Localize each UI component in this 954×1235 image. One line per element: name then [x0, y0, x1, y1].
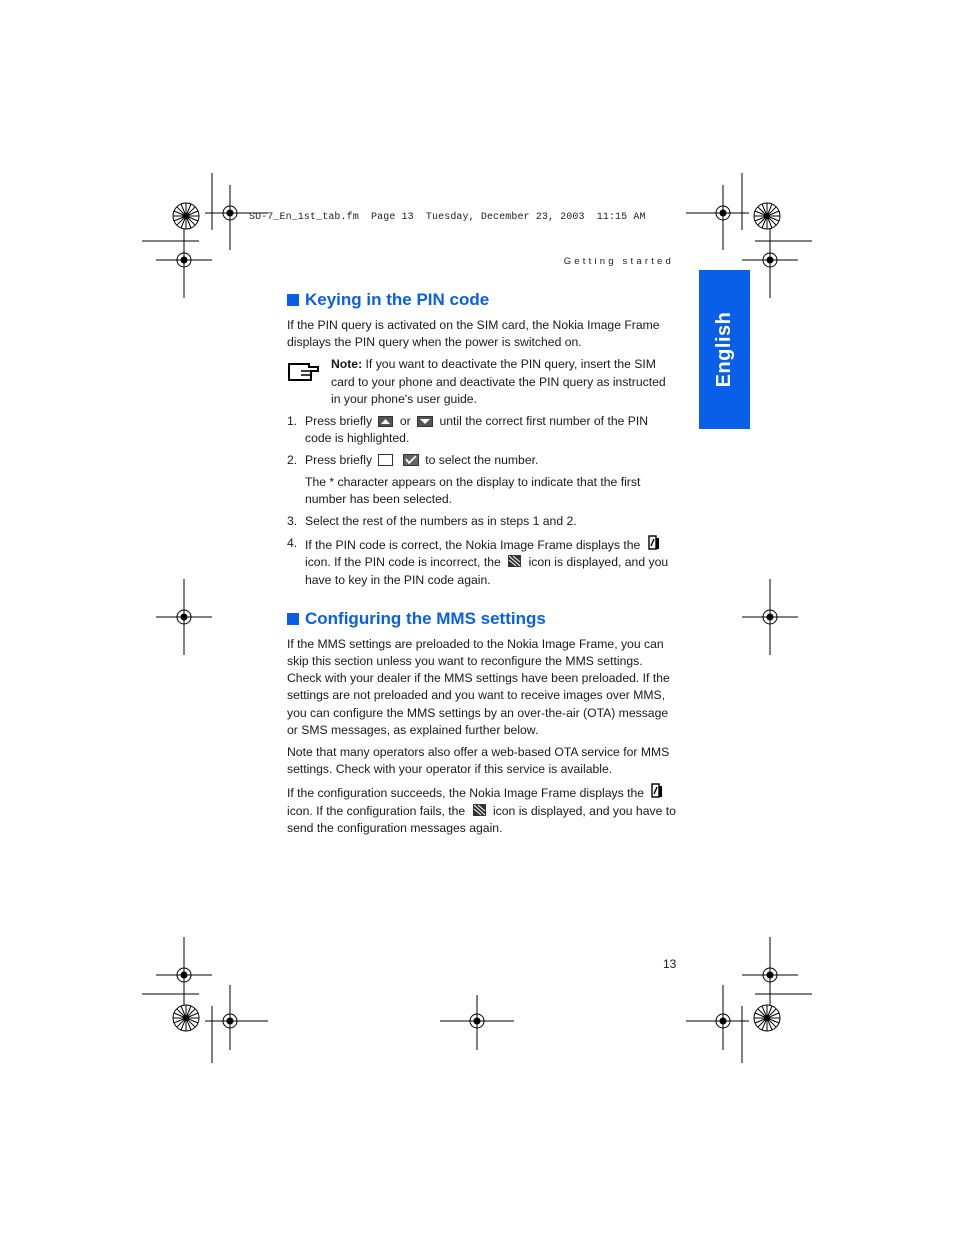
up-key-icon — [378, 416, 393, 427]
success-icon — [647, 535, 661, 551]
note-body: If you want to deactivate the PIN query, insert the SIM card to your phone and deactivate the PIN query as instructed in your phone's user guide. — [331, 357, 666, 406]
page-number: 13 — [663, 957, 677, 971]
step-text: until the correct first number of the PIN code is highlighted. — [305, 414, 649, 446]
step-text: icon. If the PIN code is incorrect, the — [305, 555, 501, 570]
step-text: Press briefly — [305, 414, 373, 429]
failure-icon — [472, 803, 487, 817]
pin-steps — [287, 413, 677, 589]
step-text: icon is displayed, and you have to key in the PIN code again. — [305, 555, 669, 587]
step-4 — [287, 535, 677, 589]
main-content — [287, 289, 677, 842]
mms-paragraph-3-b: icon. If the configuration fails, the — [287, 803, 466, 818]
section-heading-pin — [287, 289, 677, 311]
step-2-detail: The * character appears on the display to indicate that the first number has been selected. — [305, 474, 641, 506]
success-icon — [650, 783, 664, 799]
step-2 — [287, 452, 677, 508]
step-text: or — [399, 414, 411, 429]
step-number: 2. — [287, 453, 298, 468]
step-text: to select the number. — [425, 453, 539, 468]
pin-intro: If the PIN query is activated on the SIM card, the Nokia Image Frame displays the PIN query when the power is switched on. — [287, 318, 660, 350]
note-hand-icon — [287, 356, 331, 408]
mms-paragraph-2: Note that many operators also offer a web-based OTA service for MMS settings. Check with your operator if this service is available. — [287, 745, 670, 777]
mms-paragraph-3-a: If the configuration succeeds, the Nokia Image Frame displays the — [287, 786, 645, 801]
section-heading-mms-text: Configuring the MMS settings — [305, 608, 546, 628]
step-text: If the PIN code is correct, the Nokia Image Frame displays the — [305, 538, 641, 553]
print-slug: SU-7_En_1st_tab.fm Page 13 Tuesday, December 23, 2003 11:15 AM — [249, 212, 646, 223]
step-3 — [287, 513, 677, 530]
note-label: Note: — [331, 357, 363, 372]
step-1 — [287, 413, 677, 447]
heading-square-icon — [287, 613, 299, 625]
note-block — [287, 356, 677, 408]
language-tab-label: English — [713, 311, 735, 388]
mms-paragraph-3 — [287, 783, 677, 837]
heading-square-icon — [287, 294, 299, 306]
mms-paragraph-3-c: icon is displayed, and you have to send the configuration messages again. — [287, 803, 676, 835]
failure-icon — [507, 554, 522, 568]
step-number: 3. — [287, 514, 298, 529]
down-key-icon — [417, 416, 433, 427]
step-text: Press briefly — [305, 453, 373, 468]
mms-section — [287, 608, 677, 837]
confirm-key-icon — [403, 454, 419, 466]
mms-paragraph-1: If the MMS settings are preloaded to the Nokia Image Frame, you can skip this section unless you want to reconfigure the MMS settings. Check with your dealer if the MMS settings have been preloaded. If the settings are not preloaded and you want to receive images over MMS, you can configure the MMS settings by an over-the-air (OTA) message or SMS messages, as explained further below. — [287, 636, 670, 737]
note-text — [331, 356, 677, 408]
step-text: Select the rest of the numbers as in steps 1 and 2. — [305, 514, 577, 529]
step-number: 1. — [287, 414, 298, 429]
select-key-icon — [378, 454, 393, 466]
section-heading-mms — [287, 608, 677, 630]
step-number: 4. — [287, 536, 298, 551]
section-heading-pin-text: Keying in the PIN code — [305, 290, 490, 309]
running-head: Getting started — [563, 256, 674, 267]
language-tab — [699, 270, 750, 429]
